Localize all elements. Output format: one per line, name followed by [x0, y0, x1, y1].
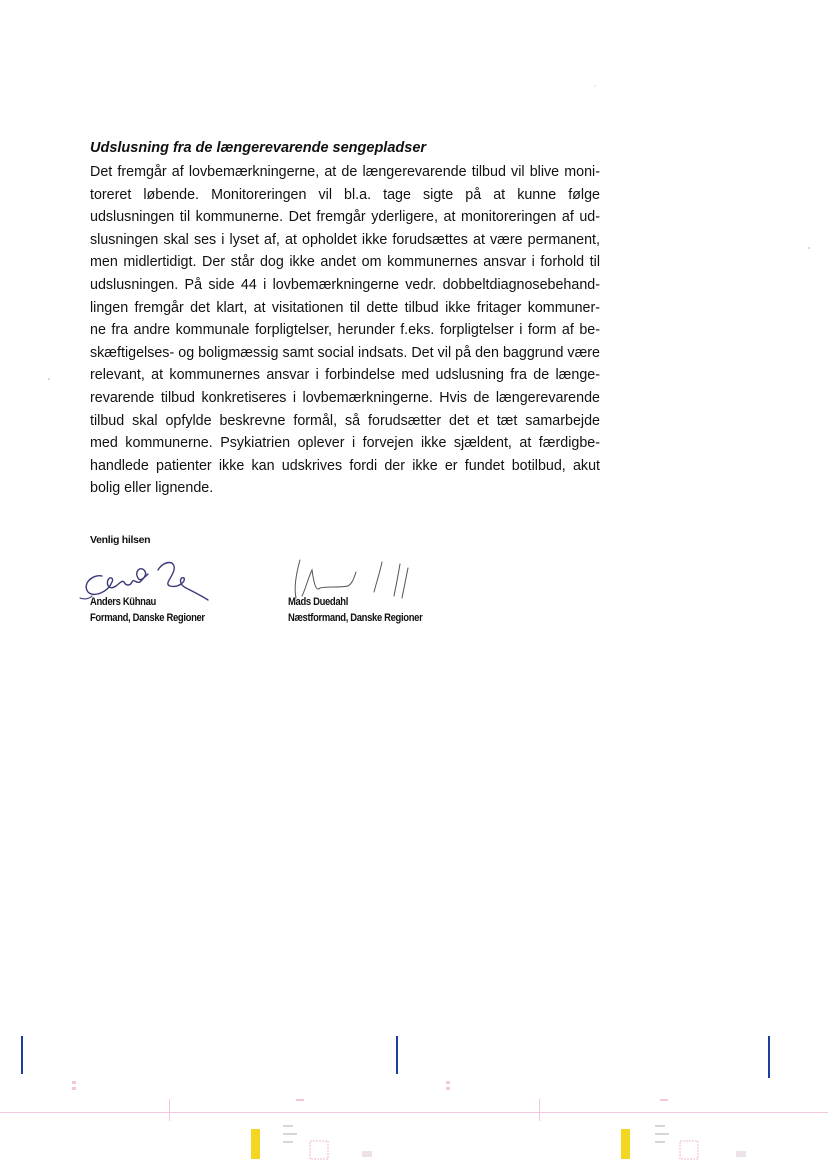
body-paragraph	[90, 161, 600, 500]
paragraph-line: Det fremgår af lovbemærkningerne, at de længerevarende tilbud vil blive moni-	[90, 164, 600, 180]
paragraph-line: udslusningen. På side 44 i lovbemærkningerne vedr. dobbeltdiagnosebehand-	[90, 276, 600, 293]
paragraph-line: relevant, at kommunernes ansvar i forbindelse med udslusning fra de længe-	[90, 367, 600, 384]
paragraph-line: handlede patienter ikke kan udskrives fordi der ikke er fundet botilbud, akut	[90, 457, 600, 474]
paragraph-line: tilbud skal opfylde beskrevne formål, så forudsætter det et tæt samarbejde	[90, 412, 600, 429]
paragraph-line: bolig eller lignende.	[90, 480, 214, 497]
paragraph-line: med kommunerne. Psykiatrien oplever i forvejen ikke sjældent, at færdigbe-	[90, 435, 600, 452]
paragraph-line: lingen fremgår det klart, at visitationen til dette tilbud ikke fritager kommuner-	[90, 299, 600, 316]
paragraph-line: men midlertidigt. Der står dog ikke andet om kommunernes ansvar i forhold til	[90, 254, 600, 271]
signatory-title: Næstformand, Danske Regioner	[288, 612, 423, 624]
paragraph-line: revarende tilbud konkretiseres i lovbemærkningerne. Hvis de længerevarende	[90, 389, 600, 406]
closing-salutation: Venlig hilsen	[90, 534, 151, 546]
scan-speck	[48, 378, 50, 380]
signatory-title: Formand, Danske Regioner	[90, 612, 205, 624]
paragraph-line: udslusningen til kommunerne. Det fremgår yderligere, at monitoreringen af ud-	[90, 209, 600, 226]
scan-registration-line	[768, 1036, 770, 1078]
scan-registration-line	[21, 1036, 23, 1074]
paragraph-line: toreret løbende. Monitoreringen vil bl.a. tage sigte på at kunne følge	[90, 186, 600, 203]
paragraph-line: skæftigelses- og boligmæssig samt social indsats. Det vil på den baggrund være	[90, 344, 600, 361]
paragraph-line: ne fra andre kommunale forpligtelser, herunder f.eks. forpligtelser i form af be-	[90, 322, 600, 339]
scan-color-marks	[0, 1079, 828, 1169]
section-heading: Udslusning fra de længerevarende sengepladser	[90, 140, 427, 156]
paragraph-line: slusningen skal ses i lyset af, at opholdet ikke forudsættes at være permanent,	[90, 231, 600, 248]
signatory-1	[90, 594, 223, 626]
signatory-2	[288, 594, 444, 626]
scan-speck	[594, 85, 596, 87]
scan-speck	[808, 247, 810, 249]
scan-registration-line	[396, 1036, 398, 1074]
signatory-name: Anders Kühnau	[90, 596, 156, 608]
signatory-name: Mads Duedahl	[288, 596, 349, 608]
